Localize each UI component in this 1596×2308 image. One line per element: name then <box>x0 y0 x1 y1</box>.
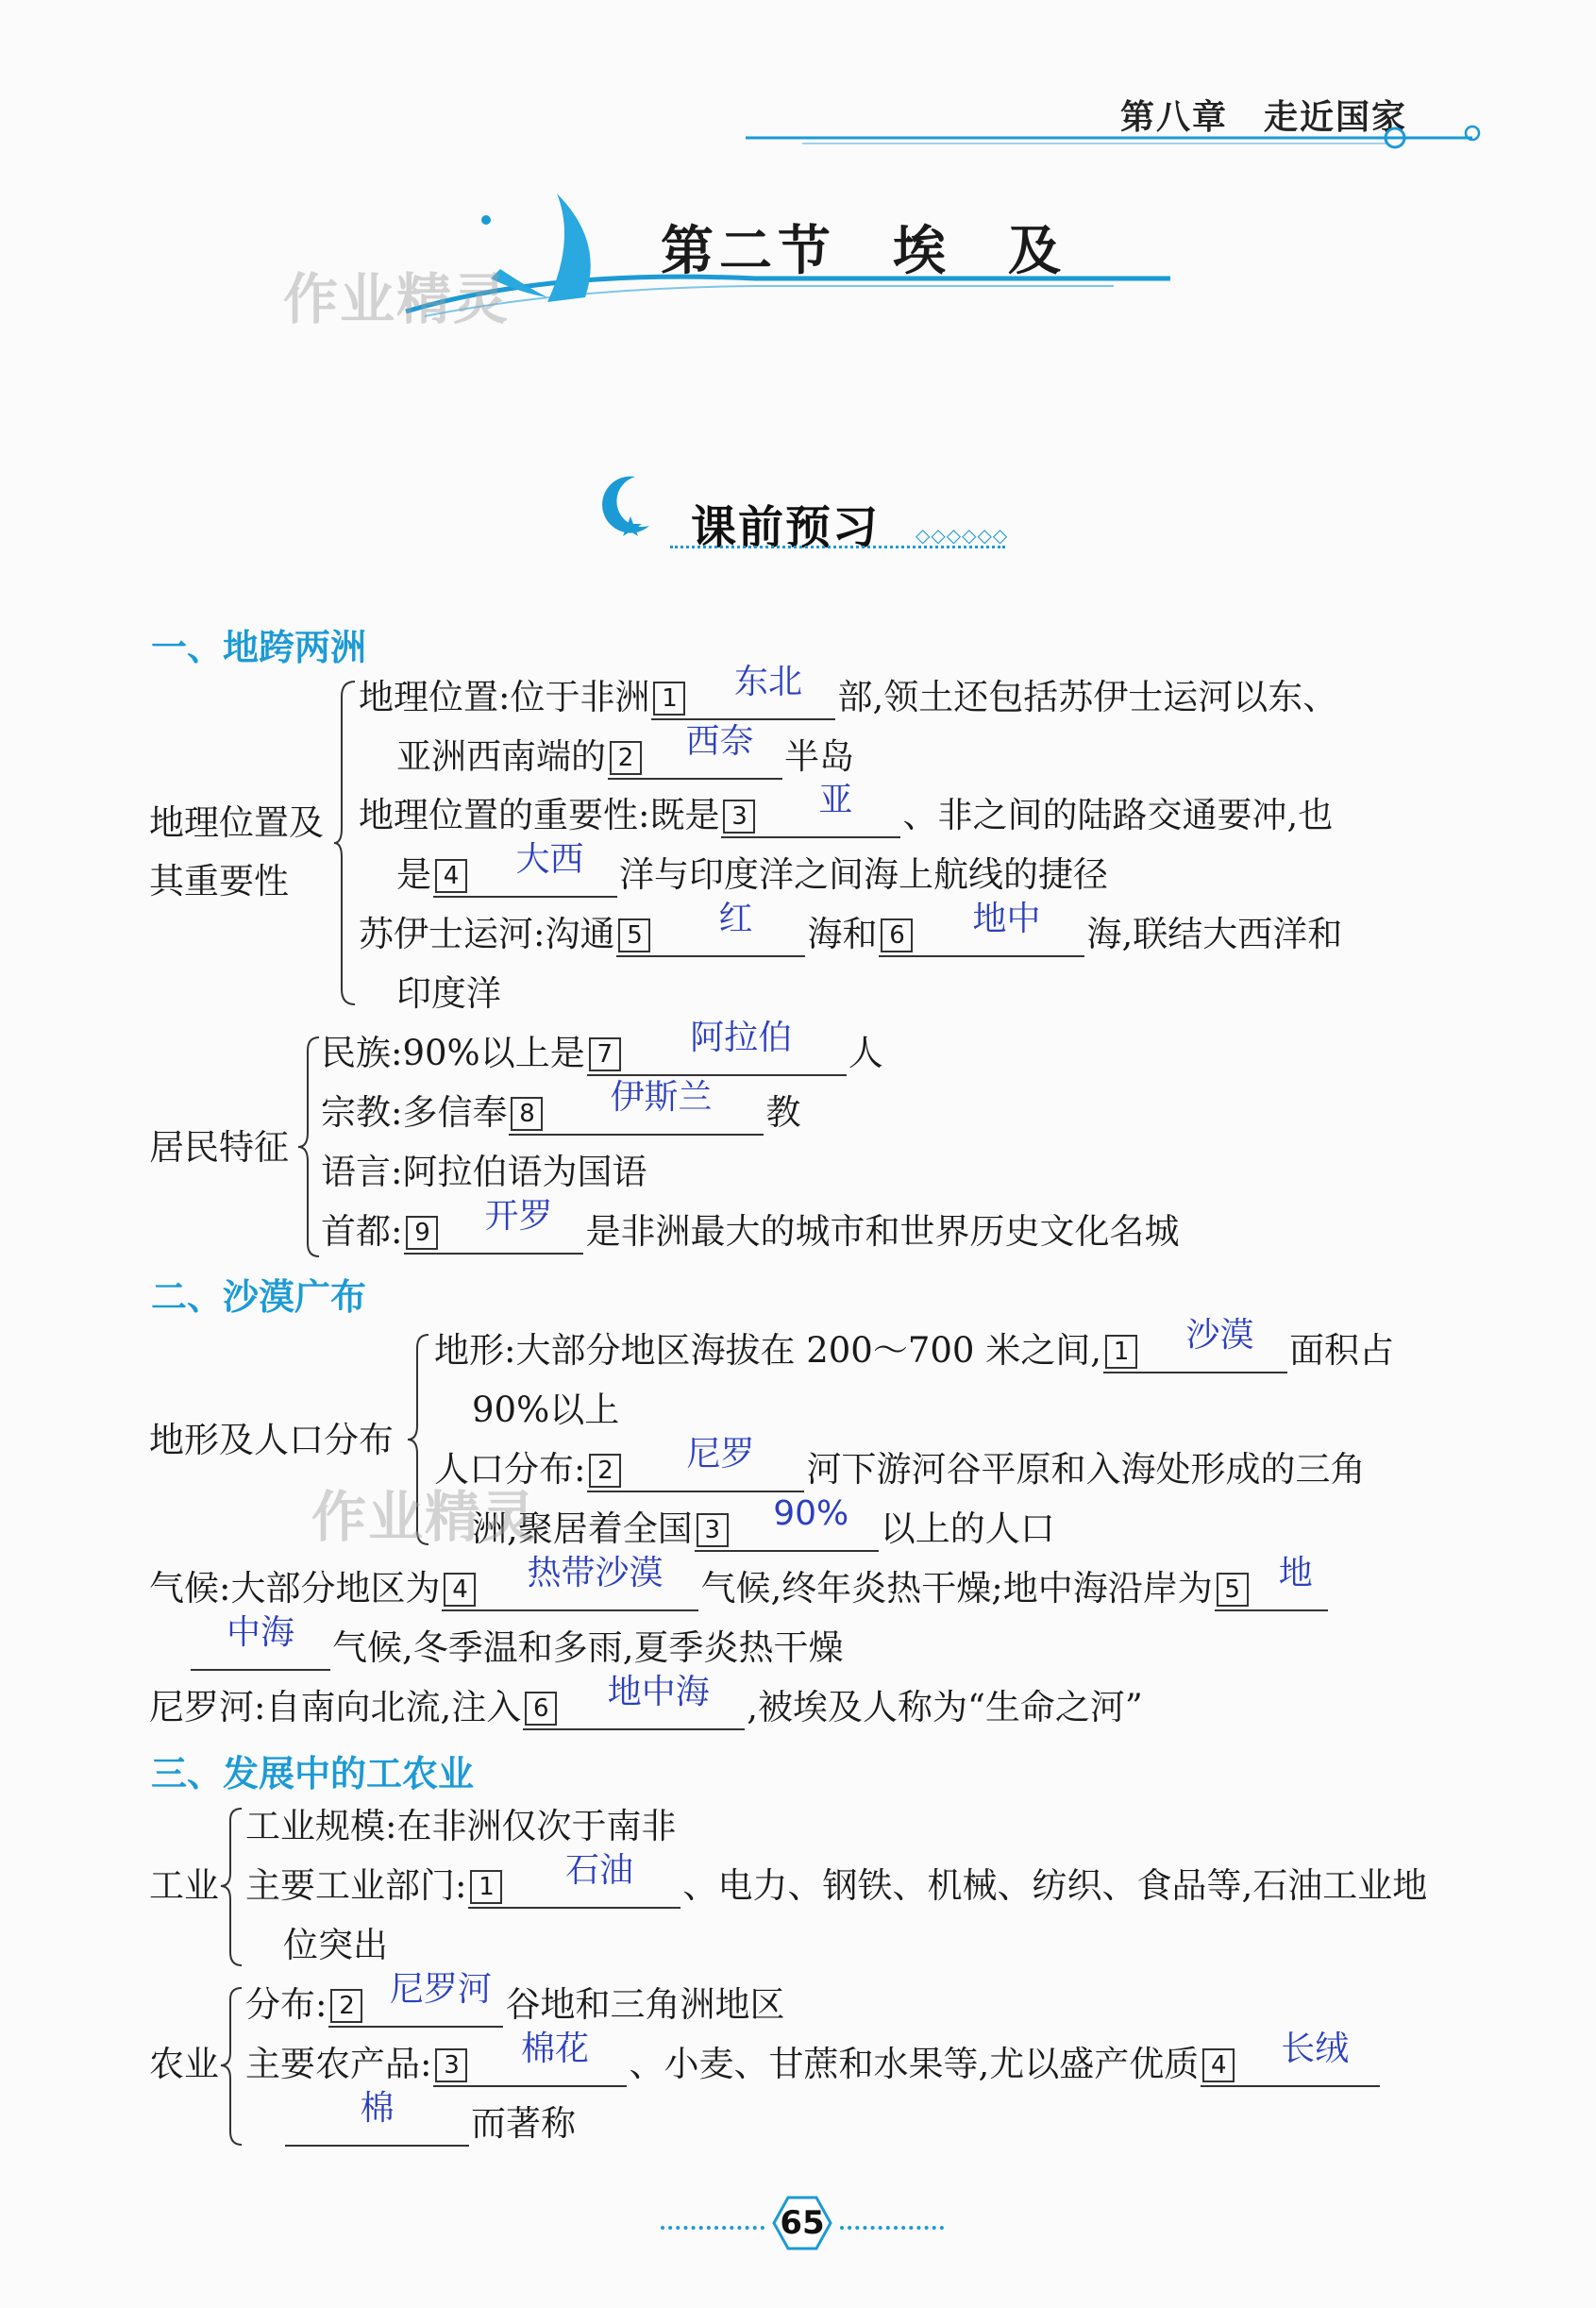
s1-line1: 地理位置:位于非洲 1 东北 部,领土还包括苏伊士运河以东、 <box>359 675 1337 720</box>
label-terrain: 地形及人口分布 <box>149 1420 394 1460</box>
s1-line8: 宗教:多信奉 8 伊斯兰 教 <box>321 1090 800 1136</box>
s3-line1: 工业规模:在非洲仅次于南非 <box>245 1806 677 1846</box>
s2-line5: 气候:大部分地区为 4 热带沙漠 气候,终年炎热干燥;地中海沿岸为 5 地 <box>149 1566 1330 1611</box>
section-title: 第二节 埃 及 <box>661 220 1067 282</box>
brace-4 <box>219 1805 247 1970</box>
blank-s1-8[interactable]: 8 伊斯兰 <box>509 1096 764 1136</box>
label-residents: 居民特征 <box>149 1127 289 1168</box>
s3-line6: 棉 而著称 <box>283 2101 576 2147</box>
s3-line5: 主要农产品: 3 棉花 、小麦、甘蔗和水果等,尤以盛产优质 4 长绒 <box>245 2042 1382 2087</box>
watermark: 作业精灵 <box>283 267 511 331</box>
s1-line2: 亚洲西南端的 2 西奈 半岛 <box>396 734 854 780</box>
page-number: 65 <box>780 2204 825 2242</box>
brace-5 <box>219 1984 247 2149</box>
preview-title: 课前预习 <box>691 501 881 554</box>
watermark-2: 作业精灵 <box>311 1485 539 1549</box>
moon-star-icon <box>593 467 659 543</box>
blank-s2-2[interactable]: 2 尼罗 <box>587 1453 804 1492</box>
s2-line3: 人口分布: 2 尼罗 河下游河谷平原和入海处形成的三角 <box>434 1447 1365 1492</box>
s2-line2: 90%以上 <box>472 1390 620 1430</box>
blank-s2-4[interactable]: 4 热带沙漠 <box>442 1572 698 1611</box>
blank-s2-5-cont[interactable]: 中海 <box>191 1631 330 1671</box>
blank-s3-2[interactable]: 2 尼罗河 <box>328 1988 503 2028</box>
label-location: 地理位置及 <box>149 802 324 843</box>
blank-s1-5[interactable]: 5 红 <box>616 918 805 957</box>
blank-s2-5[interactable]: 5 地 <box>1215 1572 1328 1611</box>
blank-s1-4[interactable]: 4 大西 <box>433 858 617 898</box>
s3-line4: 分布: 2 尼罗河 谷地和三角洲地区 <box>245 1982 784 2028</box>
blank-s2-3[interactable]: 3 90% <box>695 1512 879 1552</box>
header-rule <box>0 104 1596 160</box>
heading-sec1: 一、地跨两洲 <box>151 627 367 668</box>
brace-1 <box>332 678 361 1008</box>
s2-line6: 中海 气候,冬季温和多雨,夏季炎热干燥 <box>189 1626 844 1671</box>
s2-line1: 地形:大部分地区海拔在 200～700 米之间, 1 沙漠 面积占 <box>434 1328 1394 1373</box>
s1-line6: 印度洋 <box>396 973 501 1014</box>
s1-line3: 地理位置的重要性:既是 3 亚 、非之间的陆路交通要冲,也 <box>359 793 1333 838</box>
label-agriculture: 农业 <box>149 2044 219 2084</box>
label-industry: 工业 <box>149 1865 219 1906</box>
blank-s1-9[interactable]: 9 开罗 <box>404 1215 583 1255</box>
heading-sec2: 二、沙漠广布 <box>151 1276 367 1318</box>
s1-line5: 苏伊士运河:沟通 5 红 海和 6 地中 海,联结大西洋和 <box>359 912 1342 957</box>
s1-line4: 是 4 大西 洋与印度洋之间海上航线的捷径 <box>396 852 1108 898</box>
preview-underline <box>670 546 1005 548</box>
pageno-dots-right <box>840 2226 944 2230</box>
blank-s3-4[interactable]: 4 长绒 <box>1201 2047 1380 2087</box>
s1-line7: 民族:90%以上是 7 阿拉伯 人 <box>321 1031 883 1076</box>
blank-s1-6[interactable]: 6 地中 <box>879 918 1084 957</box>
blank-s1-3[interactable]: 3 亚 <box>721 799 900 838</box>
blank-s2-6[interactable]: 6 地中海 <box>523 1691 745 1730</box>
pageno-dots-left <box>661 2226 764 2230</box>
blank-s1-1[interactable]: 1 东北 <box>651 681 835 720</box>
preview-dots: ◇◇◇◇◇◇ <box>916 524 1009 547</box>
label-importance: 其重要性 <box>149 861 289 901</box>
s3-line2: 主要工业部门: 1 石油 、电力、钢铁、机械、纺织、食品等,石油工业地 <box>245 1863 1427 1909</box>
blank-s2-1[interactable]: 1 沙漠 <box>1103 1334 1287 1373</box>
blank-s3-4-cont[interactable]: 棉 <box>285 2107 469 2147</box>
heading-sec3: 三、发展中的工农业 <box>151 1753 475 1794</box>
s1-line10: 首都: 9 开罗 是非洲最大的城市和世界历史文化名城 <box>321 1209 1179 1255</box>
chapter-header: 第八章 走近国家 <box>1119 98 1407 137</box>
blank-s1-7[interactable]: 7 阿拉伯 <box>587 1036 847 1076</box>
blank-s1-2[interactable]: 2 西奈 <box>608 740 782 780</box>
blank-s3-3[interactable]: 3 棉花 <box>433 2047 627 2087</box>
s3-line3: 位突出 <box>283 1925 388 1965</box>
s2-line7: 尼罗河:自南向北流,注入 6 地中海 ,被埃及人称为“生命之河” <box>149 1685 1143 1730</box>
s2-line4: 洲,聚居着全国 3 90% 以上的人口 <box>472 1507 1055 1552</box>
blank-s3-1[interactable]: 1 石油 <box>468 1869 680 1909</box>
s1-line9: 语言:阿拉伯语为国语 <box>321 1152 647 1192</box>
